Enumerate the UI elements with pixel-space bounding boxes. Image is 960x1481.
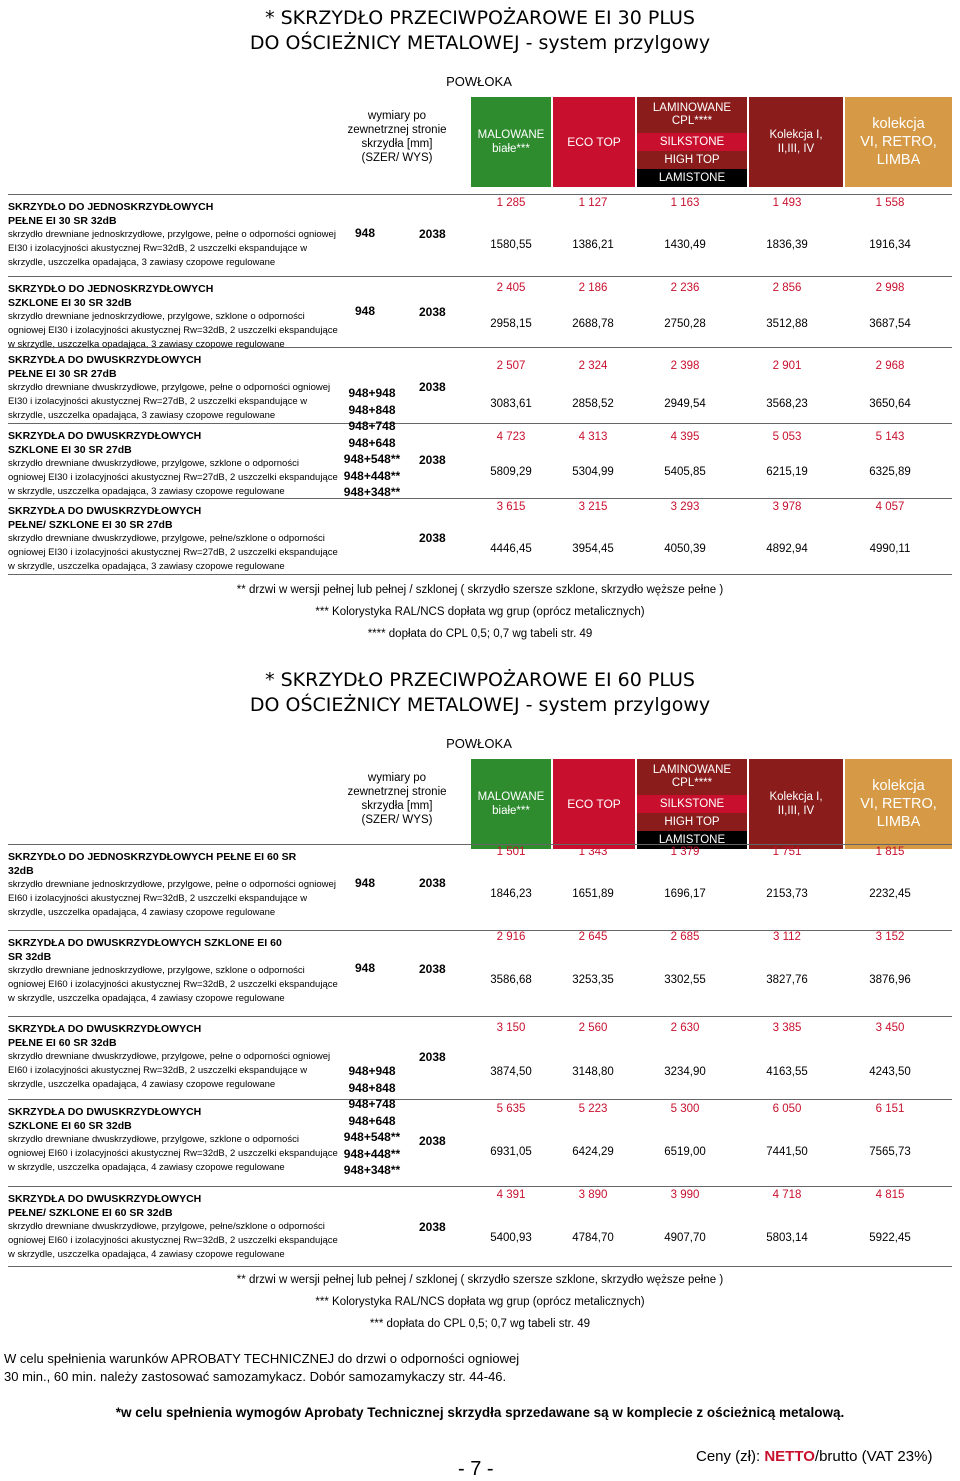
product-description: [8, 1105, 338, 1175]
price-netto: 2 968: [875, 360, 905, 372]
dimensions-header-line: zewnetrznej stronie: [347, 124, 447, 136]
product-description: [8, 200, 338, 270]
price-netto: 2 916: [496, 931, 526, 943]
price-brutto: 2949,54: [664, 398, 706, 410]
column-kolekcja-line: Kolekcja I,: [769, 791, 823, 803]
column-eco-top: ECO TOP: [553, 759, 635, 849]
price-brutto: 3586,68: [490, 974, 532, 986]
dimensions-header-line: skrzydła [mm]: [361, 800, 433, 812]
column-laminowane: [637, 759, 747, 849]
column-kolekcja-line: Kolekcja I,: [769, 129, 823, 141]
price-netto: 2 324: [578, 360, 608, 372]
dimensions-header: [332, 109, 462, 165]
cpl-label: CPL****: [671, 777, 713, 789]
high-top-label: HIGH TOP: [637, 151, 747, 169]
height-value: 2038: [419, 876, 446, 890]
price-netto: 4 815: [875, 1189, 905, 1201]
price-netto: 1 493: [772, 197, 802, 209]
price-brutto: 7565,73: [869, 1146, 911, 1158]
product-title: SKRZYDŁA DO DWUSKRZYDŁOWYCH: [8, 1193, 202, 1205]
dimensions-header-line: skrzydła [mm]: [361, 138, 433, 150]
price-netto: 2 901: [772, 360, 802, 372]
table-bottom-line: [8, 1266, 952, 1267]
product-details: skrzydło drewniane jednoskrzydłowe, przylgowe, szklone o odporności ogniowej EI30 i izolacyjności akustycznej Rw=32dB, 2 uszczelki ekspandujące w skrzydle, uszczelka opadająca, 3 zawiasy czopowe regulowane: [8, 311, 338, 350]
product-subtitle: 32dB: [8, 865, 34, 877]
double-leaf-width: 948+748: [348, 419, 396, 433]
price-brutto: 4907,70: [664, 1232, 706, 1244]
column-kolekcja-vi-line: kolekcja: [872, 778, 925, 794]
price-brutto: 4050,39: [664, 543, 706, 555]
price-brutto: 2688,78: [572, 318, 614, 330]
price-brutto: 1580,55: [490, 239, 532, 251]
section-title: * SKRZYDŁO PRZECIWPOŻAROWE EI 60 PLUS: [265, 669, 695, 691]
price-brutto: 3302,55: [664, 974, 706, 986]
product-description: [8, 1022, 338, 1092]
price-netto: 2 560: [578, 1022, 608, 1034]
price-brutto: 4990,11: [869, 543, 911, 555]
column-kolekcja: [749, 97, 843, 187]
price-brutto: 1386,21: [572, 239, 614, 251]
price-legend: [696, 1448, 932, 1465]
laminowane-label: LAMINOWANE: [652, 102, 732, 114]
table-bottom-line: [8, 574, 952, 575]
double-leaf-widths: [337, 1063, 407, 1179]
height-value: 2038: [419, 962, 446, 976]
price-brutto: 2958,15: [490, 318, 532, 330]
price-netto: 2 685: [670, 931, 700, 943]
price-netto: 1 379: [670, 846, 700, 858]
column-kolekcja-line: II,III, IV: [777, 143, 815, 155]
price-netto: 2 236: [670, 282, 700, 294]
product-details: skrzydło drewniane jednoskrzydłowe, przylgowe, pełne o odporności ogniowej EI30 i izolacyjności akustycznej Rw=32dB, 2 uszczelki ekspandujące w skrzydle, uszczelka opadająca, 3 zawiasy czopowe regulowane: [8, 229, 336, 268]
double-leaf-widths: [337, 385, 407, 501]
product-subtitle: PEŁNE EI 60 SR 32dB: [8, 1037, 117, 1049]
price-brutto: 3253,35: [572, 974, 614, 986]
price-brutto: 4892,94: [766, 543, 808, 555]
price-brutto: 1836,39: [766, 239, 808, 251]
dimensions-header-line: (SZER/ WYS): [361, 152, 433, 164]
height-value: 2038: [419, 1220, 446, 1234]
product-subtitle: SZKLONE EI 30 SR 32dB: [8, 297, 132, 309]
row-divider: [8, 347, 952, 348]
price-netto: 4 313: [578, 431, 608, 443]
section-subtitle: DO OŚCIEŻNICY METALOWEJ - system przylgowy: [249, 694, 711, 716]
price-legend-suffix: /brutto (VAT 23%): [814, 1448, 933, 1465]
price-brutto: 3954,45: [572, 543, 614, 555]
price-netto: 1 343: [578, 846, 608, 858]
price-netto: 3 385: [772, 1022, 802, 1034]
price-brutto: 3568,23: [766, 398, 808, 410]
price-brutto: 2232,45: [869, 888, 911, 900]
product-subtitle: SZKLONE EI 60 SR 32dB: [8, 1120, 132, 1132]
product-title: SKRZYDŁA DO DWUSKRZYDŁOWYCH: [8, 430, 202, 442]
powloka-header: POWŁOKA: [446, 736, 512, 751]
price-brutto: 1846,23: [490, 888, 532, 900]
price-brutto: 1916,34: [869, 239, 911, 251]
laminowane-cpl: [637, 97, 747, 133]
dimensions-header-line: zewnetrznej stronie: [347, 786, 447, 798]
product-title: SKRZYDŁA DO DWUSKRZYDŁOWYCH SZKLONE EI 60: [8, 937, 282, 949]
price-brutto: 3083,61: [490, 398, 532, 410]
product-details: skrzydło drewniane dwuskrzydłowe, przylgowe, szklone o odporności ogniowej EI60 i izolacyjności akustycznej Rw=32dB, 2 uszczelki ekspandujące w skrzydle, uszczelka opadająca, 4 zawiasy czopowe regulowane: [8, 1134, 338, 1173]
high-top-label: HIGH TOP: [637, 813, 747, 831]
price-brutto: 6424,29: [572, 1146, 614, 1158]
price-netto: 3 615: [496, 501, 526, 513]
price-netto: 4 391: [496, 1189, 526, 1201]
price-brutto: 5400,93: [490, 1232, 532, 1244]
price-netto: 2 645: [578, 931, 608, 943]
double-leaf-width: 948+848: [348, 402, 396, 417]
column-kolekcja: [749, 759, 843, 849]
double-leaf-width: 948+648: [348, 435, 396, 450]
product-title: SKRZYDŁO DO JEDNOSKRZYDŁOWYCH: [8, 283, 214, 295]
product-subtitle: SR 32dB: [8, 951, 52, 963]
column-kolekcja-vi-line: LIMBA: [876, 152, 921, 168]
double-leaf-width: 948+848: [348, 1080, 396, 1095]
price-netto: 4 395: [670, 431, 700, 443]
product-description: [8, 429, 338, 499]
column-laminowane: [637, 97, 747, 187]
price-netto: 3 152: [875, 931, 905, 943]
product-subtitle: PEŁNE EI 30 SR 27dB: [8, 368, 117, 380]
price-brutto: 3687,54: [869, 318, 911, 330]
product-title: SKRZYDŁA DO DWUSKRZYDŁOWYCH: [8, 505, 202, 517]
double-leaf-width: 948+948: [348, 1064, 396, 1078]
price-brutto: 4243,50: [869, 1066, 911, 1078]
price-netto: 4 057: [875, 501, 905, 513]
dimensions-header-line: wymiary po: [367, 110, 427, 122]
komplet-note: *w celu spełnienia wymogów Aprobaty Technicznej skrzydła sprzedawane są w komplecie z ościeżnicą metalową.: [115, 1405, 845, 1420]
double-leaf-width: 948+748: [348, 1097, 396, 1111]
price-brutto: 3874,50: [490, 1066, 532, 1078]
price-brutto: 5803,14: [766, 1232, 808, 1244]
price-netto: 2 998: [875, 282, 905, 294]
price-netto: 5 300: [670, 1103, 700, 1115]
price-netto: 6 151: [875, 1103, 905, 1115]
double-leaf-width: 948+648: [348, 1113, 396, 1128]
row-divider: [8, 1099, 952, 1100]
price-brutto: 5809,29: [490, 466, 532, 478]
height-value: 2038: [419, 1050, 446, 1064]
price-netto: 1 127: [578, 197, 608, 209]
price-brutto: 2750,28: [664, 318, 706, 330]
product-description: [8, 1192, 338, 1262]
price-netto: 6 050: [772, 1103, 802, 1115]
price-brutto: 4163,55: [766, 1066, 808, 1078]
price-netto: 2 398: [670, 360, 700, 372]
price-legend-netto: NETTO: [764, 1448, 815, 1465]
double-leaf-width: 948+348**: [343, 485, 401, 499]
price-netto: 3 990: [670, 1189, 700, 1201]
product-details: skrzydło drewniane dwuskrzydłowe, przylgowe, pełne/szklone o odporności ogniowej EI60 i izolacyjności akustycznej Rw=32dB, 2 uszczelki ekspandujące w skrzydle, uszczelka opadająca, 4 zawiasy czopowe regulowane: [8, 1221, 338, 1260]
width-value: 948: [355, 961, 376, 975]
price-brutto: 4446,45: [490, 543, 532, 555]
lamistone-label: LAMISTONE: [637, 831, 747, 849]
page-number: - 7 -: [458, 1458, 494, 1480]
footnote: **** dopłata do CPL 0,5; 0,7 wg tabeli str. 49: [367, 628, 593, 640]
width-value: 948: [355, 876, 376, 890]
price-netto: 1 815: [875, 846, 905, 858]
silkstone-label: SILKSTONE: [637, 795, 747, 813]
price-netto: 2 507: [496, 360, 526, 372]
column-eco-top: ECO TOP: [553, 97, 635, 187]
price-brutto: 4784,70: [572, 1232, 614, 1244]
product-subtitle: SZKLONE EI 30 SR 27dB: [8, 444, 132, 456]
price-netto: 3 450: [875, 1022, 905, 1034]
column-kolekcja-vi-line: kolekcja: [872, 116, 925, 132]
price-netto: 5 223: [578, 1103, 608, 1115]
product-description: [8, 850, 338, 920]
price-brutto: 2858,52: [572, 398, 614, 410]
aprobata-note-2: 30 min., 60 min. należy zastosować samozamykacz. Dobór samozamykaczy str. 44-46.: [4, 1369, 507, 1384]
column-kolekcja-vi-line: VI, RETRO,: [860, 796, 937, 812]
price-legend-prefix: Ceny (zł):: [696, 1448, 765, 1465]
laminowane-cpl: [637, 759, 747, 795]
column-malowane-line: białe***: [492, 805, 530, 817]
footnote: *** dopłata do CPL 0,5; 0,7 wg tabeli str. 49: [369, 1318, 591, 1330]
row-divider: [8, 194, 952, 195]
column-kolekcja-vi-line: LIMBA: [876, 814, 921, 830]
column-malowane-line: MALOWANE: [477, 791, 545, 803]
price-netto: 4 718: [772, 1189, 802, 1201]
aprobata-note: W celu spełnienia warunków APROBATY TECHNICZNEJ do drzwi o odporności ogniowej: [4, 1351, 520, 1366]
column-malowane: [471, 759, 551, 849]
row-divider: [8, 844, 952, 845]
product-description: [8, 353, 338, 423]
footnote: ** drzwi w wersji pełnej lub pełnej / szklonej ( skrzydło szersze szklone, skrzydło węższe pełne ): [236, 584, 724, 596]
price-brutto: 6325,89: [869, 466, 911, 478]
price-brutto: 3650,64: [869, 398, 911, 410]
row-divider: [8, 498, 952, 499]
price-brutto: 1651,89: [572, 888, 614, 900]
column-kolekcja-vi: [845, 759, 952, 849]
price-netto: 1 163: [670, 197, 700, 209]
column-kolekcja-line: II,III, IV: [777, 805, 815, 817]
price-brutto: 1696,17: [664, 888, 706, 900]
price-netto: 4 723: [496, 431, 526, 443]
footnote: ** drzwi w wersji pełnej lub pełnej / szklonej ( skrzydło szersze szklone, skrzydło węższe pełne ): [236, 1274, 724, 1286]
price-brutto: 5405,85: [664, 466, 706, 478]
footnote: *** Kolorystyka RAL/NCS dopłata wg grup (oprócz metalicznych): [315, 606, 645, 618]
column-malowane-line: MALOWANE: [477, 129, 545, 141]
product-description: [8, 504, 338, 574]
product-subtitle: PEŁNE/ SZKLONE EI 30 SR 27dB: [8, 519, 173, 531]
price-netto: 2 186: [578, 282, 608, 294]
column-malowane-line: białe***: [492, 143, 530, 155]
price-brutto: 7441,50: [766, 1146, 808, 1158]
row-divider: [8, 276, 952, 277]
price-brutto: 2153,73: [766, 888, 808, 900]
height-value: 2038: [419, 531, 446, 545]
height-value: 2038: [419, 1134, 446, 1148]
product-title: SKRZYDŁO DO JEDNOSKRZYDŁOWYCH: [8, 201, 214, 213]
product-description: [8, 282, 338, 352]
price-netto: 3 150: [496, 1022, 526, 1034]
double-leaf-width: 948+448**: [343, 468, 401, 483]
double-leaf-width: 948+548**: [343, 452, 401, 466]
product-title: SKRZYDŁO DO JEDNOSKRZYDŁOWYCH PEŁNE EI 60 SR: [8, 851, 297, 863]
price-netto: 1 751: [772, 846, 802, 858]
height-value: 2038: [419, 227, 446, 241]
price-netto: 2 405: [496, 282, 526, 294]
price-netto: 3 890: [578, 1189, 608, 1201]
powloka-header: POWŁOKA: [446, 74, 512, 89]
column-kolekcja-vi-line: VI, RETRO,: [860, 134, 937, 150]
column-malowane: [471, 97, 551, 187]
double-leaf-width: 948+548**: [343, 1130, 401, 1144]
height-value: 2038: [419, 305, 446, 319]
cpl-label: CPL****: [671, 115, 713, 127]
price-brutto: 6215,19: [766, 466, 808, 478]
lamistone-label: LAMISTONE: [637, 169, 747, 187]
width-value: 948: [355, 304, 376, 318]
price-brutto: 6519,00: [664, 1146, 706, 1158]
double-leaf-width: 948+448**: [343, 1146, 401, 1161]
price-brutto: 3827,76: [766, 974, 808, 986]
product-title: SKRZYDŁA DO DWUSKRZYDŁOWYCH: [8, 354, 202, 366]
product-details: skrzydło drewniane jednoskrzydłowe, przylgowe, szklone o odporności ogniowej EI60 i izolacyjności akustycznej Rw=32dB, 2 uszczelki ekspandujące w skrzydle, uszczelka opadająca, 4 zawiasy czopowe regulowane: [8, 965, 338, 1004]
price-brutto: 3512,88: [766, 318, 808, 330]
price-netto: 3 978: [772, 501, 802, 513]
product-title: SKRZYDŁA DO DWUSKRZYDŁOWYCH: [8, 1106, 202, 1118]
price-brutto: 6931,05: [490, 1146, 532, 1158]
price-brutto: 5922,45: [869, 1232, 911, 1244]
price-brutto: 3148,80: [572, 1066, 614, 1078]
product-subtitle: PEŁNE EI 30 SR 32dB: [8, 215, 117, 227]
row-divider: [8, 423, 952, 424]
price-brutto: 3234,90: [664, 1066, 706, 1078]
price-netto: 3 215: [578, 501, 608, 513]
column-kolekcja-vi: [845, 97, 952, 187]
price-netto: 1 558: [875, 197, 905, 209]
dimensions-header-line: wymiary po: [367, 772, 427, 784]
dimensions-header: [332, 771, 462, 827]
price-brutto: 3876,96: [869, 974, 911, 986]
price-netto: 2 630: [670, 1022, 700, 1034]
section-title: * SKRZYDŁO PRZECIWPOŻAROWE EI 30 PLUS: [265, 7, 695, 29]
silkstone-label: SILKSTONE: [637, 133, 747, 151]
product-details: skrzydło drewniane dwuskrzydłowe, przylgowe, pełne o odporności ogniowej EI30 i izolacyjności akustycznej Rw=27dB, 2 uszczelki ekspandujące w skrzydle, uszczelka opadająca, 3 zawiasy czopowe regulowane: [8, 382, 331, 421]
price-netto: 2 856: [772, 282, 802, 294]
row-divider: [8, 1186, 952, 1187]
price-netto: 1 501: [496, 846, 526, 858]
height-value: 2038: [419, 380, 446, 394]
product-details: skrzydło drewniane jednoskrzydłowe, przylgowe, pełne o odporności ogniowej EI60 i izolacyjności akustycznej Rw=32dB, 2 uszczelki ekspandujące w skrzydle, uszczelka opadająca, 4 zawiasy czopowe regulowane: [8, 879, 336, 918]
double-leaf-width: 948+948: [348, 386, 396, 400]
price-netto: 3 112: [773, 931, 801, 943]
section-subtitle: DO OŚCIEŻNICY METALOWEJ - system przylgowy: [249, 32, 711, 54]
price-brutto: 5304,99: [572, 466, 614, 478]
footnote: *** Kolorystyka RAL/NCS dopłata wg grup (oprócz metalicznych): [315, 1296, 645, 1308]
price-netto: 1 285: [496, 197, 526, 209]
product-title: SKRZYDŁA DO DWUSKRZYDŁOWYCH: [8, 1023, 202, 1035]
price-brutto: 1430,49: [664, 239, 706, 251]
product-description: [8, 936, 338, 1006]
row-divider: [8, 1016, 952, 1017]
product-details: skrzydło drewniane dwuskrzydłowe, przylgowe, pełne o odporności ogniowej EI60 i izolacyjności akustycznej Rw=32dB, 2 uszczelki ekspandujące w skrzydle, uszczelka opadająca, 4 zawiasy czopowe regulowane: [8, 1051, 331, 1090]
laminowane-label: LAMINOWANE: [652, 764, 732, 776]
price-netto: 3 293: [670, 501, 700, 513]
price-netto: 5 143: [875, 431, 905, 443]
product-details: skrzydło drewniane dwuskrzydłowe, przylgowe, szklone o odporności ogniowej EI30 i izolacyjności akustycznej Rw=27dB, 2 uszczelki ekspandujące w skrzydle, uszczelka opadająca, 3 zawiasy czopowe regulowane: [8, 458, 338, 497]
product-details: skrzydło drewniane dwuskrzydłowe, przylgowe, pełne/szklone o odporności ogniowej EI30 i izolacyjności akustycznej Rw=27dB, 2 uszczelki ekspandujące w skrzydle, uszczelka opadająca, 3 zawiasy czopowe regulowane: [8, 533, 338, 572]
price-netto: 5 053: [772, 431, 802, 443]
width-value: 948: [355, 226, 376, 240]
price-netto: 5 635: [496, 1103, 526, 1115]
double-leaf-width: 948+348**: [343, 1163, 401, 1177]
product-subtitle: PEŁNE/ SZKLONE EI 60 SR 32dB: [8, 1207, 173, 1219]
height-value: 2038: [419, 453, 446, 467]
dimensions-header-line: (SZER/ WYS): [361, 814, 433, 826]
